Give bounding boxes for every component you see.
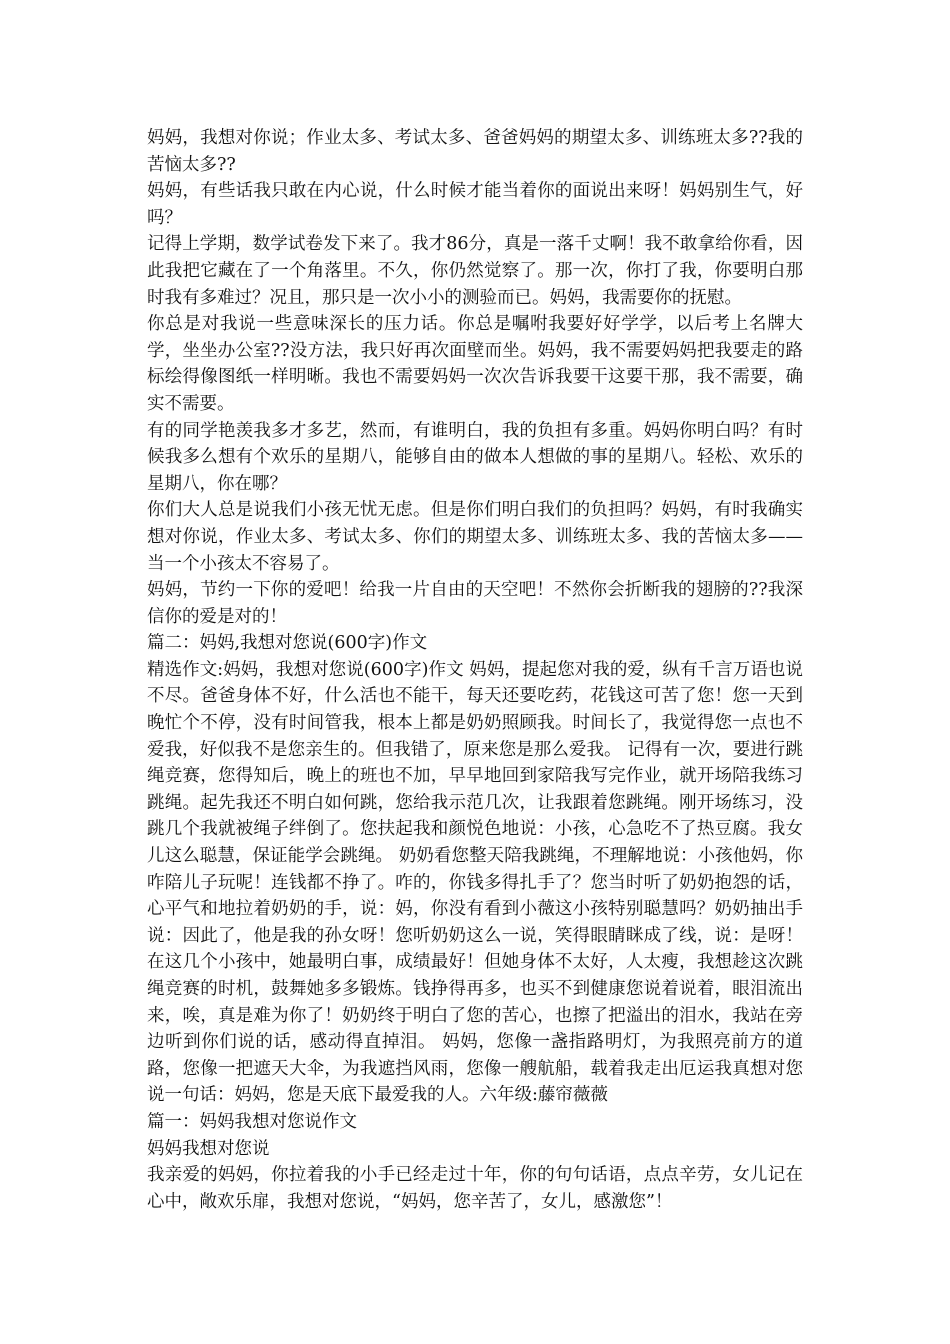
section-heading-1: 篇一：妈妈我想对您说作文: [147, 1111, 357, 1132]
paragraph-4: 你总是对我说一些意味深长的压力话。你总是嘱咐我要好好学学，以后考上名牌大学，坐坐办公室??没方法，我只好再次面壁而坐。妈妈，我不需要妈妈把我要走的路标绘得像图纸一样明晰。我也不需要妈妈一次次告诉我要干这要干那，我不需要，确实不需要。: [147, 314, 803, 414]
paragraph-2: 妈妈，有些话我只敢在内心说，什么时候才能当着你的面说出来呀！妈妈别生气，好吗？: [147, 181, 803, 228]
document-page: [147, 125, 803, 1215]
paragraph-6: 你们大人总是说我们小孩无忧无虑。但是你们明白我们的负担吗？妈妈，有时我确实想对你说，作业太多、考试太多、你们的期望太多、训练班太多、我的苦恼太多——当一个小孩太不容易了。: [147, 500, 803, 574]
paragraph-5: 有的同学艳羡我多才多艺，然而，有谁明白，我的负担有多重。妈妈你明白吗？有时候我多么想有个欢乐的星期八，能够自由的做本人想做的事的星期八。轻松、欢乐的星期八，你在哪？: [147, 420, 803, 494]
paragraph-9: 我亲爱的妈妈，你拉着我的小手已经走过十年，你的句句话语，点点辛劳，女儿记在心中，敞欢乐扉，我想对您说，“妈妈，您辛苦了，女儿，感激您”！: [147, 1165, 803, 1212]
paragraph-7: 妈妈，节约一下你的爱吧！给我一片自由的天空吧！不然你会折断我的翅膀的??我深信你的爱是对的！: [147, 580, 803, 627]
paragraph-8: 精选作文:妈妈，我想对您说(600字)作文 妈妈，提起您对我的爱，纵有千言万语也说不尽。爸爸身体不好，什么活也不能干，每天还要吃药，花钱这可苦了您！您一天到晚忙个不停，没有时间管我，根本上都是奶奶照顾我。时间长了，我觉得您一点也不爱我，好似我不是您亲生的。但我错了，原来您是那么爱我。 记得有一次，要进行跳绳竞赛，您得知后，晚上的班也不加，早早地回到家陪我写完作业，就开场陪我练习跳绳。起先我还不明白如何跳，您给我示范几次，让我跟着您跳绳。刚开场练习，没跳几个我就被绳子绊倒了。您扶起我和颜悦色地说：小孩，心急吃不了热豆腐。我女儿这么聪慧，保证能学会跳绳。 奶奶看您整天陪我跳绳，不理解地说：小孩他妈，你咋陪儿子玩呢！连钱都不挣了。咋的，你钱多得扎手了？您当时听了奶奶抱怨的话，心平气和地拉着奶奶的手，说：妈，你没有看到小薇这小孩特别聪慧吗？奶奶抽出手说：因此了，他是我的孙女呀！您听奶奶这么一说，笑得眼睛眯成了线，说：是呀！在这几个小孩中，她最明白事，成绩最好！但她身体不太好，人太瘦，我想趁这次跳绳竞赛的时机，鼓舞她多多锻炼。钱挣得再多，也买不到健康您说着说着，眼泪流出来，唉，真是难为你了！奶奶终于明白了您的苦心，也擦了把溢出的泪水，我站在旁边听到你们说的话，感动得直掉泪。 妈妈，您像一盏指路明灯，为我照亮前方的道路，您像一把遮天大伞，为我遮挡风雨，您像一艘航船，载着我走出厄运我真想对您说一句话：妈妈，您是天底下最爱我的人。六年级:藤帘薇薇: [147, 659, 803, 1106]
essay-title: 妈妈我想对您说: [147, 1138, 270, 1159]
paragraph-3: 记得上学期，数学试卷发下来了。我才86分，真是一落千丈啊！我不敢拿给你看，因此我把它藏在了一个角落里。不久，你仍然觉察了。那一次，你打了我，你要明白那时我有多难过？况且，那只是一次小小的测验而已。妈妈，我需要你的抚慰。: [147, 234, 803, 308]
section-heading-2: 篇二：妈妈,我想对您说(600字)作文: [147, 633, 428, 654]
paragraph-1: 妈妈，我想对你说；作业太多、考试太多、爸爸妈妈的期望太多、训练班太多??我的苦恼太多??: [147, 128, 803, 175]
